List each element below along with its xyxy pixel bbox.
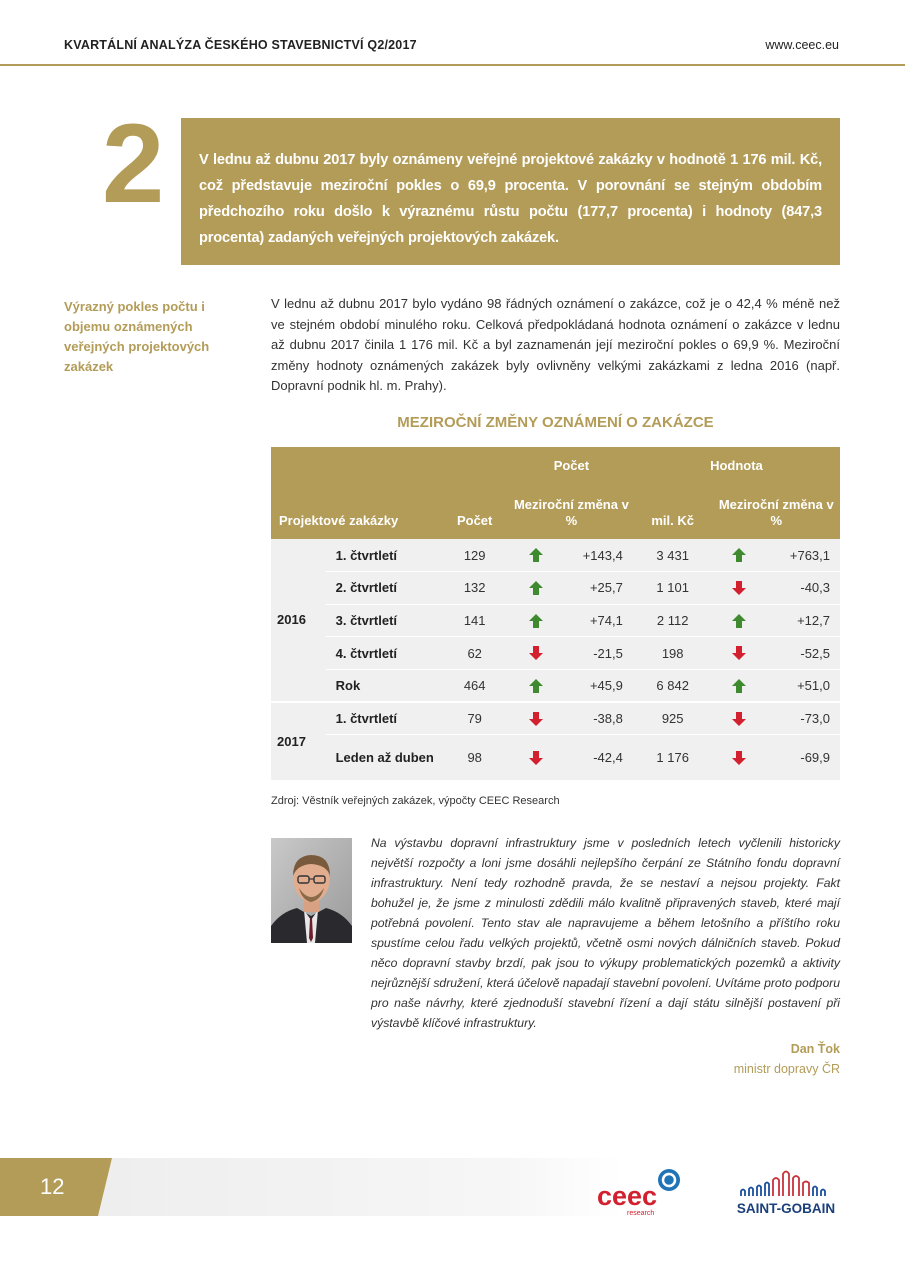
arrow-down-icon [731, 645, 747, 661]
value-change-cell: -40,3 [765, 572, 840, 605]
period-cell: 4. čtvrtletí [326, 637, 440, 670]
arrow-down-icon [731, 580, 747, 596]
portrait-photo [271, 838, 352, 943]
table-row [271, 539, 840, 572]
count-trend-cell [510, 539, 562, 572]
value-cell: 1 176 [633, 735, 713, 781]
count-trend-cell [510, 637, 562, 670]
arrow-up-icon [528, 613, 544, 629]
value-cell: 2 112 [633, 604, 713, 637]
value-trend-cell [713, 735, 765, 781]
value-change-cell: -52,5 [765, 637, 840, 670]
count-cell: 132 [439, 572, 510, 605]
col-header-count: Počet [439, 485, 510, 539]
count-cell: 141 [439, 604, 510, 637]
col-header-value-change: Meziroční změna v % [713, 485, 841, 539]
arrow-up-icon [528, 678, 544, 694]
period-cell: 1. čtvrtletí [326, 539, 440, 572]
svg-text:ceec: ceec [597, 1181, 658, 1211]
table-row [271, 669, 840, 702]
count-cell: 464 [439, 669, 510, 702]
count-change-cell: +45,9 [562, 669, 633, 702]
count-cell: 129 [439, 539, 510, 572]
quote-author: Dan Ťok [790, 1042, 840, 1056]
quote-author-role: ministr dopravy ČR [733, 1062, 840, 1076]
count-trend-cell [510, 702, 562, 735]
count-trend-cell [510, 604, 562, 637]
value-cell: 198 [633, 637, 713, 670]
lead-text: V lednu až dubnu 2017 byly oznámeny veřejné projektové zakázky v hodnotě 1 176 mil. Kč, což představuje meziroční pokles o 69,9 procenta. V porovnání se stejným obdobím předchozího roku došlo k výraznému růstu počtu (177,7 procenta) i hodnoty (847,3 procenta) zadaných veřejných projektových zakázek. [199, 152, 822, 246]
value-trend-cell [713, 637, 765, 670]
arrow-up-icon [731, 547, 747, 563]
count-trend-cell [510, 572, 562, 605]
period-cell: 1. čtvrtletí [326, 702, 440, 735]
value-cell: 3 431 [633, 539, 713, 572]
page-number: 12 [40, 1174, 65, 1199]
col-header-value: mil. Kč [633, 485, 713, 539]
arrow-down-icon [731, 750, 747, 766]
count-change-cell: +143,4 [562, 539, 633, 572]
side-note: Výrazný pokles počtu i objemu oznámených veřejných projektových zakázek [64, 299, 210, 374]
value-change-cell: +763,1 [765, 539, 840, 572]
count-cell: 62 [439, 637, 510, 670]
period-cell: Rok [326, 669, 440, 702]
count-change-cell: +74,1 [562, 604, 633, 637]
value-trend-cell [713, 702, 765, 735]
svg-text:SAINT-GOBAIN: SAINT-GOBAIN [736, 1201, 836, 1216]
lead-box [181, 118, 840, 265]
arrow-down-icon [528, 750, 544, 766]
year-cell: 2017 [271, 702, 326, 781]
count-change-cell: -38,8 [562, 702, 633, 735]
count-change-cell: +25,7 [562, 572, 633, 605]
group-header-value: Hodnota [633, 447, 840, 485]
col-header-project: Projektové zakázky [271, 485, 439, 539]
arrow-down-icon [528, 711, 544, 727]
section-number: 2 [102, 101, 165, 226]
value-trend-cell [713, 669, 765, 702]
table-row [271, 735, 840, 781]
value-cell: 1 101 [633, 572, 713, 605]
value-cell: 925 [633, 702, 713, 735]
value-change-cell: -69,9 [765, 735, 840, 781]
svg-text:research: research [627, 1210, 655, 1217]
arrow-up-icon [528, 580, 544, 596]
arrow-up-icon [528, 547, 544, 563]
arrow-down-icon [528, 645, 544, 661]
value-cell: 6 842 [633, 669, 713, 702]
header-title: KVARTÁLNÍ ANALÝZA ČESKÉHO STAVEBNICTVÍ Q2/2017 [64, 38, 417, 52]
period-cell: 3. čtvrtletí [326, 604, 440, 637]
value-trend-cell [713, 539, 765, 572]
quote-text: Na výstavbu dopravní infrastruktury jsme v posledních letech vyčlenili historicky největší rozpočty a loni jsme dosáhli nejlepšího čerpání ze Státního fondu dopravní infrastruktury. Není tedy rozhodně pravda, že se nestaví a nejsou projekty. Fakt bohužel je, že jsme z minulosti zdědili málo kvalitně připravených staveb, které mají potřebná povolení. Tento stav ale napravujeme a během letošního a příštího roku spustíme celou řadu velkých projektů, včetně osmi nových dálničních staveb. Pokud něco dopravní stavby brzdí, pak jsou to výkupy problematických pozemků a aktivity nejrůznější sdružení, která účelově napadají stavební povolení. Uvítáme proto podporu pro naše návrhy, které zjednoduší stavební řízení a dají státu silnější postavení při výstavbě klíčové infrastruktury. [371, 836, 840, 1030]
table-row [271, 572, 840, 605]
count-trend-cell [510, 669, 562, 702]
count-change-cell: -21,5 [562, 637, 633, 670]
ceec-logo [597, 1168, 687, 1218]
table-source: Zdroj: Věstník veřejných zakázek, výpočty CEEC Research [271, 795, 560, 807]
count-cell: 98 [439, 735, 510, 781]
group-header-count: Počet [510, 447, 633, 485]
count-change-cell: -42,4 [562, 735, 633, 781]
arrow-up-icon [731, 613, 747, 629]
table-row [271, 702, 840, 735]
value-change-cell: +12,7 [765, 604, 840, 637]
data-table [271, 447, 840, 781]
arrow-down-icon [731, 711, 747, 727]
saint-gobain-logo [729, 1166, 844, 1218]
year-cell: 2016 [271, 539, 326, 702]
value-change-cell: +51,0 [765, 669, 840, 702]
period-cell: 2. čtvrtletí [326, 572, 440, 605]
arrow-up-icon [731, 678, 747, 694]
header-divider [0, 64, 905, 66]
table-title: MEZIROČNÍ ZMĚNY OZNÁMENÍ O ZAKÁZCE [397, 414, 714, 431]
count-cell: 79 [439, 702, 510, 735]
col-header-count-change: Meziroční změna v % [510, 485, 633, 539]
table-body [271, 539, 840, 781]
body-paragraph: V lednu až dubnu 2017 bylo vydáno 98 řádných oznámení o zakázce, což je o 42,4 % méně než ve stejném období minulého roku. Celková předpokládaná hodnota oznámení o zakázce v lednu až dubnu 2017 činila 1 176 mil. Kč a byl zaznamenán její meziroční pokles o 69,9 %. Meziroční změny hodnoty oznámených zakázek byly ovlivněny velkými zakázkami z ledna 2016 (např. Dopravní podnik hl. m. Prahy). [271, 296, 840, 393]
value-trend-cell [713, 604, 765, 637]
table-row [271, 604, 840, 637]
header-url[interactable]: www.ceec.eu [765, 38, 839, 52]
period-cell: Leden až duben [326, 735, 440, 781]
value-trend-cell [713, 572, 765, 605]
count-trend-cell [510, 735, 562, 781]
value-change-cell: -73,0 [765, 702, 840, 735]
table-row [271, 637, 840, 670]
